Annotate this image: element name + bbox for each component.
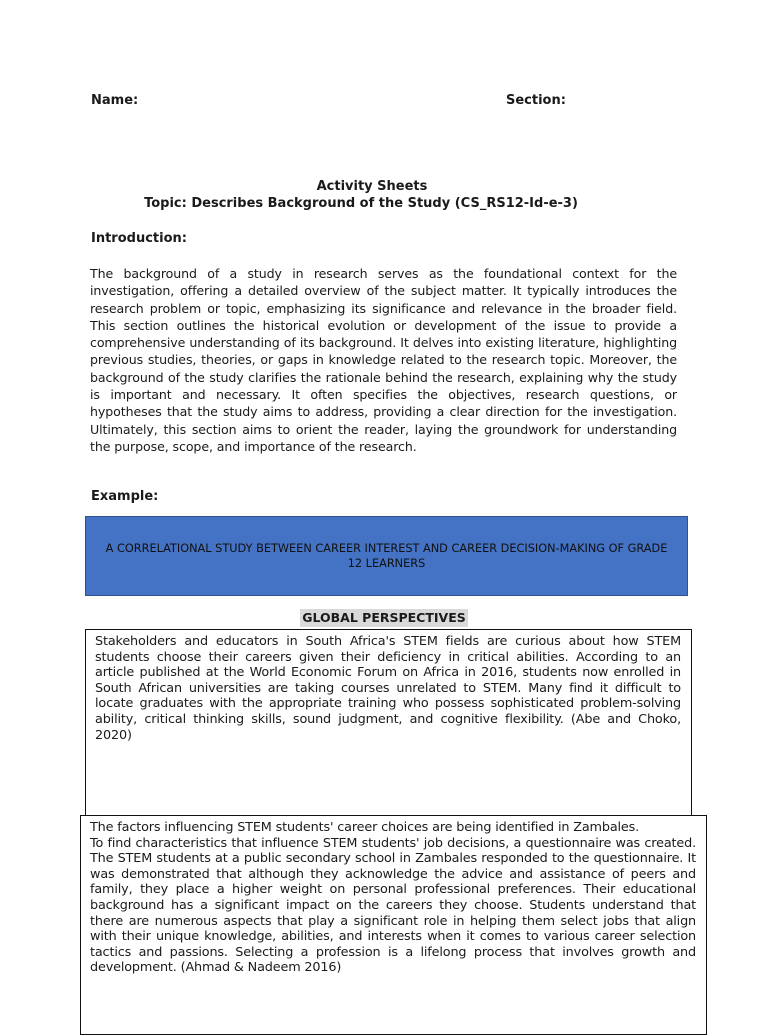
name-label: Name: [91,93,139,108]
excerpt-box-1 [85,629,692,820]
global-perspectives-heading-wrap [0,607,768,627]
excerpt-2-first-line: The factors influencing STEM students' career choices are being identified in Zambales. [90,820,640,835]
excerpt-2-text [90,820,696,976]
introduction-paragraph: The background of a study in research serves as the foundational context for the investigation, offering a detailed overview of the subject matter. It typically introduces the research problem or topic, emphasizing its significance and relevance in the broader field. This section outlines the historical evolution or development of the issue to provide a comprehensive understanding of its background. It delves into existing literature, highlighting previous studies, theories, or gaps in knowledge related to the research topic. Moreover, the background of the study clarifies the rationale behind the research, explaining why the study is important and necessary. It often specifies the objectives, research questions, or hypotheses that the study aims to address, providing a clear direction for the investigation. Ultimately, this section aims to orient the reader, laying the groundwork for understanding the purpose, scope, and importance of the research. [90,266,677,454]
excerpt-2-body: To find characteristics that influence STEM students' job decisions, a questionnaire was created. The STEM students at a public secondary school in Zambales responded to the questionnaire. It was demonstrated that although they acknowledge the advice and assistance of peers and family, they place a higher weight on personal professional preferences. Their educational background has a significant impact on the careers they choose. Students understand that there are numerous aspects that play a significant role in helping them select jobs that align with their unique knowledge, abilities, and interests when it comes to various career selection tactics and passions. Selecting a profession is a lifelong process that involves growth and development. (Ahmad & Nadeem 2016) [90,835,696,976]
topic-line: Topic: Describes Background of the Study (CS_RS12-Id-e-3) [144,196,578,211]
study-title-text: A CORRELATIONAL STUDY BETWEEN CAREER INTEREST AND CAREER DECISION-MAKING OF GRADE 12 LEARNERS [105,542,668,570]
study-title-banner [85,516,688,596]
global-perspectives-heading: GLOBAL PERSPECTIVES [302,610,466,625]
section-label: Section: [506,93,566,108]
example-label: Example: [91,489,159,504]
excerpt-1-text: Stakeholders and educators in South Africa's STEM fields are curious about how STEM students choose their careers given their deficiency in critical abilities. According to an article published at the World Economic Forum on Africa in 2016, students now enrolled in South African universities are taking courses unrelated to STEM. Many find it difficult to locate graduates with the appropriate training who possess sophisticated problem-solving ability, critical thinking skills, sound judgment, and cognitive flexibility. (Abe and Choko, 2020) [95,634,681,743]
sheet-title: Activity Sheets [316,179,428,194]
introduction-label: Introduction: [91,231,187,246]
excerpt-box-2 [80,815,707,1035]
